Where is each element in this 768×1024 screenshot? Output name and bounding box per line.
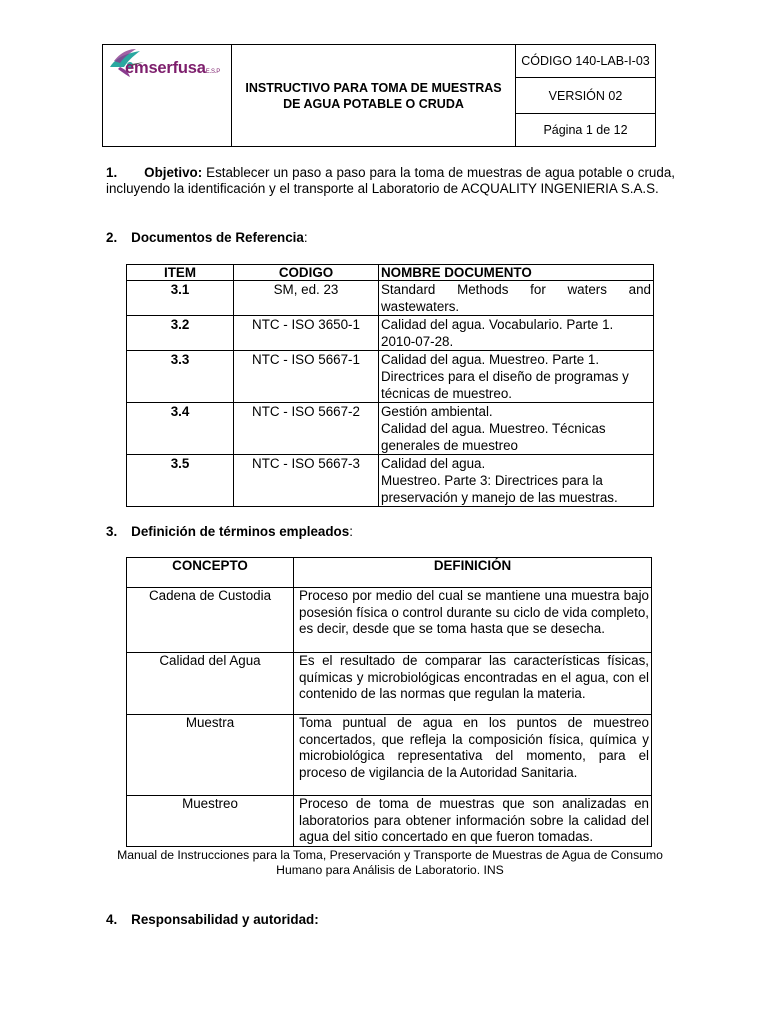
col-header-code: CODIGO — [234, 265, 379, 281]
page-number: Página 1 de 12 — [543, 123, 628, 137]
logo-cell — [103, 45, 232, 146]
section-4-heading: 4. Responsabilidad y autoridad: — [106, 912, 319, 927]
section-1-number: 1. — [106, 165, 118, 180]
title-line-1: INSTRUCTIVO PARA TOMA DE MUESTRAS — [245, 80, 502, 95]
col-header-item: ITEM — [127, 265, 234, 281]
logo-wordmark: emserfusaE.S.P — [125, 59, 221, 77]
document-header — [102, 44, 656, 147]
document-code: CÓDIGO 140-LAB-I-03 — [516, 45, 655, 78]
col-header-concept: CONCEPTO — [127, 558, 294, 588]
terms-definitions-table — [126, 557, 652, 847]
table-row: Muestreo Proceso de toma de muestras que son analizadas en laboratorios para obtener información sobre la calidad del agua del sitio concertado en que fueron tomadas. — [127, 796, 652, 847]
table-header-row — [127, 558, 652, 588]
section-1-text: Establecer un paso a paso para la toma de muestras de agua potable o cruda, incluyendo la identificación y el transporte al Laboratorio de ACQUALITY INGENIERIA S.A.S. — [106, 165, 675, 196]
table-row: 3.4 NTC - ISO 5667-2 Gestión ambiental. Calidad del agua. Muestreo. Técnicas generales de muestreo — [127, 403, 654, 455]
table-row: 3.5 NTC - ISO 5667-3 Calidad del agua. Muestreo. Parte 3: Directrices para la preservación y manejo de las muestras. — [127, 455, 654, 507]
col-header-name: NOMBRE DOCUMENTO — [379, 265, 654, 281]
section-3-heading: 3. Definición de términos empleados: — [106, 524, 353, 539]
table-row: 3.3 NTC - ISO 5667-1 Calidad del agua. Muestreo. Parte 1. Directrices para el diseño de programas y técnicas de muestreo. — [127, 351, 654, 403]
document-title — [232, 45, 516, 146]
section-objective — [106, 165, 675, 197]
section-1-label: Objetivo: — [144, 165, 203, 180]
reference-documents-table — [126, 264, 654, 507]
table-row: Muestra Toma puntual de agua en los puntos de muestreo concertados, que refleja la composición física, química y microbiológica representativa del momento, para el proceso de vigilancia de la Autoridad Sanitaria. — [127, 715, 652, 796]
table-header-row — [127, 265, 654, 281]
table-row: 3.2 NTC - ISO 3650-1 Calidad del agua. Vocabulario. Parte 1. 2010-07-28. — [127, 316, 654, 351]
title-line-2: DE AGUA POTABLE O CRUDA — [283, 96, 464, 111]
definitions-source-note: Manual de Instrucciones para la Toma, Preservación y Transporte de Muestras de Agua de Consumo Humano para Análisis de Laboratorio. INS — [117, 848, 663, 877]
table-row: 3.1 SM, ed. 23 Standard Methods for waters and wastewaters. — [127, 281, 654, 316]
document-version: VERSIÓN 02 — [516, 78, 655, 114]
section-2-heading: 2. Documentos de Referencia: — [106, 230, 308, 245]
table-row: Calidad del Agua Es el resultado de comparar las características físicas, químicas y microbiológicas encontradas en el agua, con el contenido de las normas que regulan la materia. — [127, 653, 652, 715]
table-row: Cadena de Custodia Proceso por medio del cual se mantiene una muestra bajo posesión física o control durante su ciclo de vida completo, es decir, desde que se toma hasta que se desecha. — [127, 588, 652, 653]
col-header-definition: DEFINICIÓN — [294, 558, 652, 588]
